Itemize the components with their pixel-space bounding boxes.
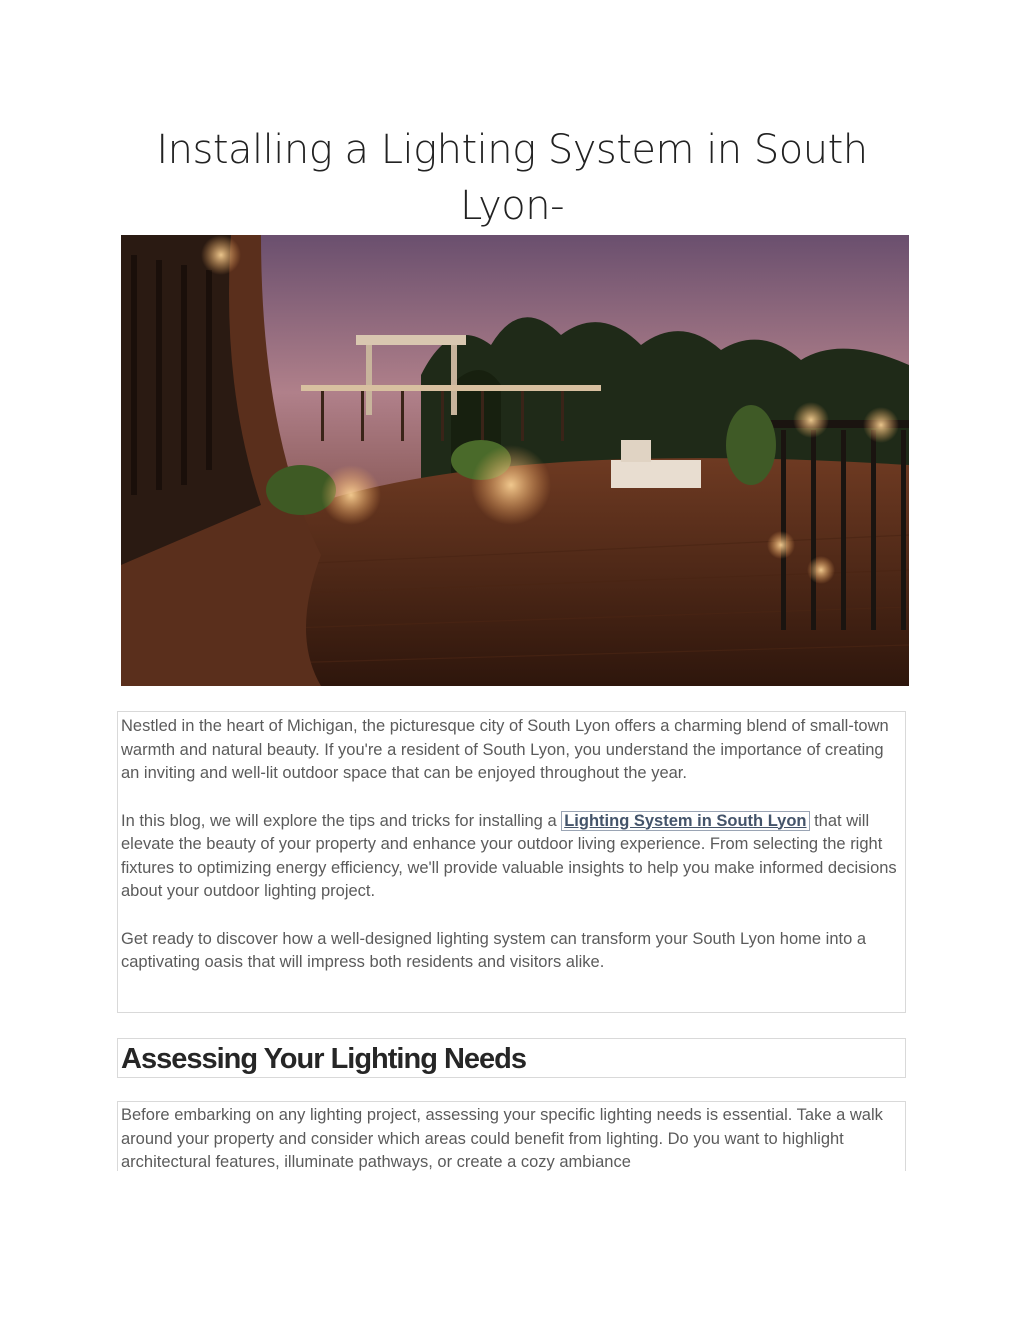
hero-image — [121, 235, 909, 686]
intro-paragraph-2-after: that will elevate the beauty of your property and enhance your outdoor living experience. From selecting the right fixtures to optimizing energy efficiency, we'll provide valuable insights to help you make informed decisions about your outdoor lighting project. — [121, 811, 897, 900]
intro-paragraph-1: Nestled in the heart of Michigan, the picturesque city of South Lyon offers a charming blend of small-town warmth and natural beauty. If you're a resident of South Lyon, you understand the importance of creating an inviting and well-lit outdoor space that can be enjoyed throughout the year. — [121, 717, 889, 782]
title-line-1: Installing a Lighting System in South Lyon- — [156, 127, 868, 229]
intro-paragraph-3: Get ready to discover how a well-designed lighting system can transform your South Lyon home into a captivating oasis that will impress both residents and visitors alike. — [121, 929, 867, 971]
lighting-system-link[interactable]: Lighting System in South Lyon — [561, 811, 809, 831]
intro-paragraph-2 — [121, 810, 897, 904]
intro-paragraph-2-before: In this blog, we will explore the tips and tricks for installing a — [121, 811, 562, 830]
intro-text-box — [117, 711, 906, 1013]
section-heading: Assessing Your Lighting Needs — [121, 1043, 527, 1075]
section-heading-box — [117, 1038, 906, 1078]
deck-photo-illustration — [121, 235, 909, 686]
section-paragraph: Before embarking on any lighting project, assessing your specific lighting needs is essential. Take a walk around your property and consider which areas could benefit from lighting. Do you want to highlight architectural features, illuminate pathways, or create a cozy ambiance — [121, 1106, 883, 1171]
section-body-box — [117, 1101, 906, 1171]
